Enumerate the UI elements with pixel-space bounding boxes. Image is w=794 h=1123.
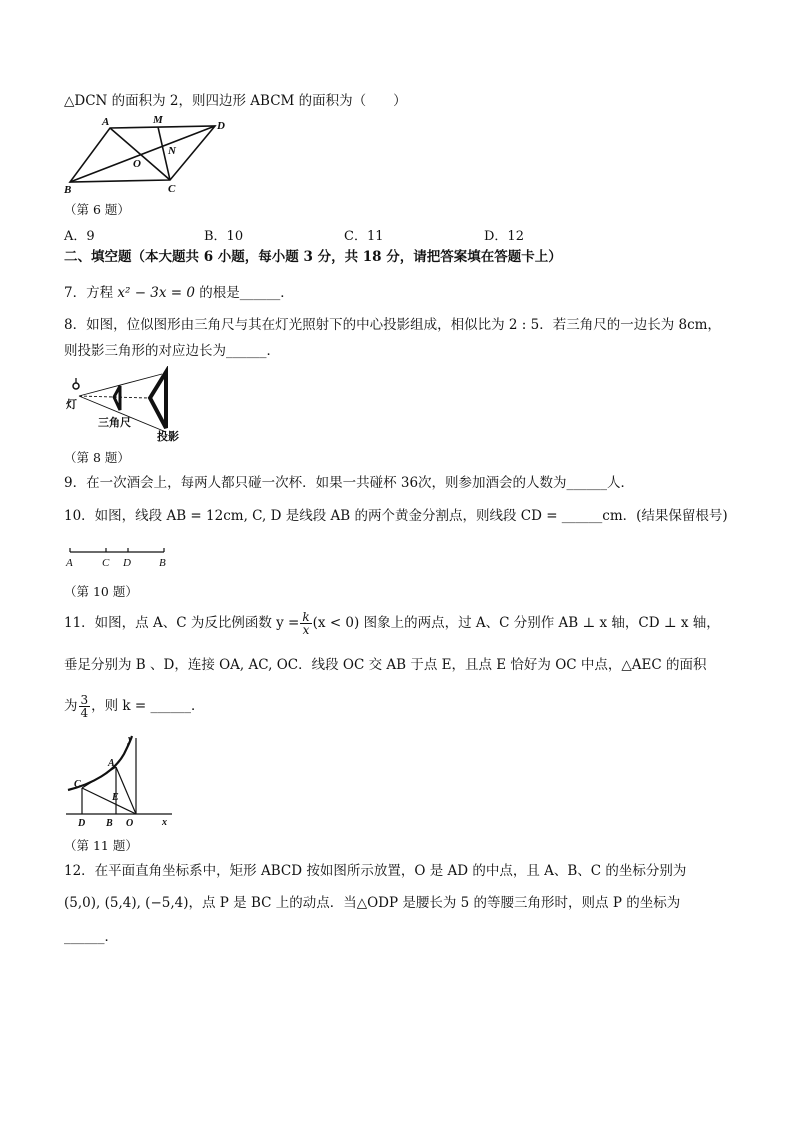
q11-label-D: D xyxy=(78,818,86,828)
q11-label-B: B xyxy=(106,818,113,828)
q8-label-projection: 投影 xyxy=(157,431,179,442)
q12-line2: (5,0), (5,4), (−5,4)，点 P 是 BC 上的动点．当△ODP 是腰长为 5 的等腰三角形时，则点 P 的坐标为 xyxy=(64,895,681,911)
q11-label-C: C xyxy=(74,779,81,790)
q10-caption: （第 10 题） xyxy=(64,584,138,599)
q10-label-B: B xyxy=(159,557,166,569)
q11-frac-denominator: x xyxy=(302,623,310,637)
q6-figure-parallelogram xyxy=(60,112,240,196)
q6-label-N: N xyxy=(168,145,176,157)
q6-option-d[interactable]: D．12 xyxy=(484,229,524,244)
q11-frac2-denominator: 4 xyxy=(80,706,89,720)
q9-text: 9．在一次酒会上，每两人都只碰一次杯．如果一共碰杯 36次，则参加酒会的人数为______人． xyxy=(64,475,635,491)
q6-caption: （第 6 题） xyxy=(64,202,130,217)
q11-label-E: E xyxy=(112,792,119,803)
q11-label-x: x xyxy=(162,817,167,828)
q11-label-O: O xyxy=(126,818,134,828)
q11-line3 xyxy=(64,690,205,722)
q7-equation: x² − 3x = 0 xyxy=(117,285,195,301)
q7-text xyxy=(64,284,294,302)
q10-figure-segment xyxy=(60,544,180,570)
q11-line2: 垂足分别为 B 、D，连接 OA, AC, OC．线段 OC 交 AB 于点 E，且点 E 恰好为 OC 中点，△AEC 的面积 xyxy=(64,657,707,673)
q6-label-A: A xyxy=(102,116,110,128)
q10-label-C: C xyxy=(102,557,110,569)
q6-stem: △DCN 的面积为 2，则四边形 ABCM 的面积为（ ） xyxy=(64,93,407,109)
q12-line1: 12．在平面直角坐标系中，矩形 ABCD 按如图所示放置，O 是 AD 的中点，且 A、B、C 的坐标分别为 xyxy=(64,863,687,879)
q11-line1-suffix: (x < 0) 图象上的两点，过 A、C 分别作 AB ⊥ x 轴，CD ⊥ x 轴， xyxy=(312,615,720,631)
q6-label-O: O xyxy=(133,158,141,170)
q12-line3: ______． xyxy=(64,929,118,945)
q8-caption: （第 8 题） xyxy=(64,450,130,465)
q6-label-M: M xyxy=(153,114,163,126)
q10-label-A: A xyxy=(66,557,73,569)
q8-figure-projection xyxy=(62,366,192,442)
q6-option-c[interactable]: C．11 xyxy=(344,229,384,244)
q11-fraction-3-over-4 xyxy=(79,694,91,719)
q11-label-y: y xyxy=(128,734,133,745)
q11-line1 xyxy=(64,610,720,636)
q11-frac2-numerator: 3 xyxy=(80,693,89,707)
q11-line3-suffix: ，则 k = ______． xyxy=(91,698,205,714)
q8-label-ruler: 三角尺 xyxy=(98,417,131,429)
q11-line1-prefix: 11．如图，点 A、C 为反比例函数 y = xyxy=(64,615,300,631)
q11-figure-hyperbola xyxy=(62,732,182,828)
q11-label-A: A xyxy=(108,758,115,769)
q11-caption: （第 11 题） xyxy=(64,838,138,853)
q6-option-b[interactable]: B．10 xyxy=(204,229,244,244)
q6-label-C: C xyxy=(168,183,176,195)
q10-label-D: D xyxy=(123,557,131,569)
q6-label-D: D xyxy=(217,120,225,132)
q11-line3-prefix: 为 xyxy=(64,698,78,714)
q11-frac-numerator: k xyxy=(302,610,310,624)
q11-fraction-k-over-x xyxy=(300,611,311,636)
q7-suffix: 的根是______． xyxy=(195,285,294,301)
q8-line2: 则投影三角形的对应边长为______． xyxy=(64,343,280,359)
q6-label-B: B xyxy=(64,184,72,196)
q10-text: 10．如图，线段 AB = 12cm, C, D 是线段 AB 的两个黄金分割点，则线段 CD = ______cm．(结果保留根号) xyxy=(64,508,728,524)
q7-prefix: 7．方程 xyxy=(64,285,118,301)
q8-line1: 8．如图，位似图形由三角尺与其在灯光照射下的中心投影组成，相似比为 2 : 5．若三角尺的一边长为 8cm， xyxy=(64,317,721,333)
q8-label-lamp: 灯 xyxy=(66,399,77,411)
section-2-heading: 二、填空题（本大题共 6 小题，每小题 3 分，共 18 分，请把答案填在答题卡上） xyxy=(64,249,562,265)
q6-option-a[interactable]: A．9 xyxy=(64,229,95,244)
